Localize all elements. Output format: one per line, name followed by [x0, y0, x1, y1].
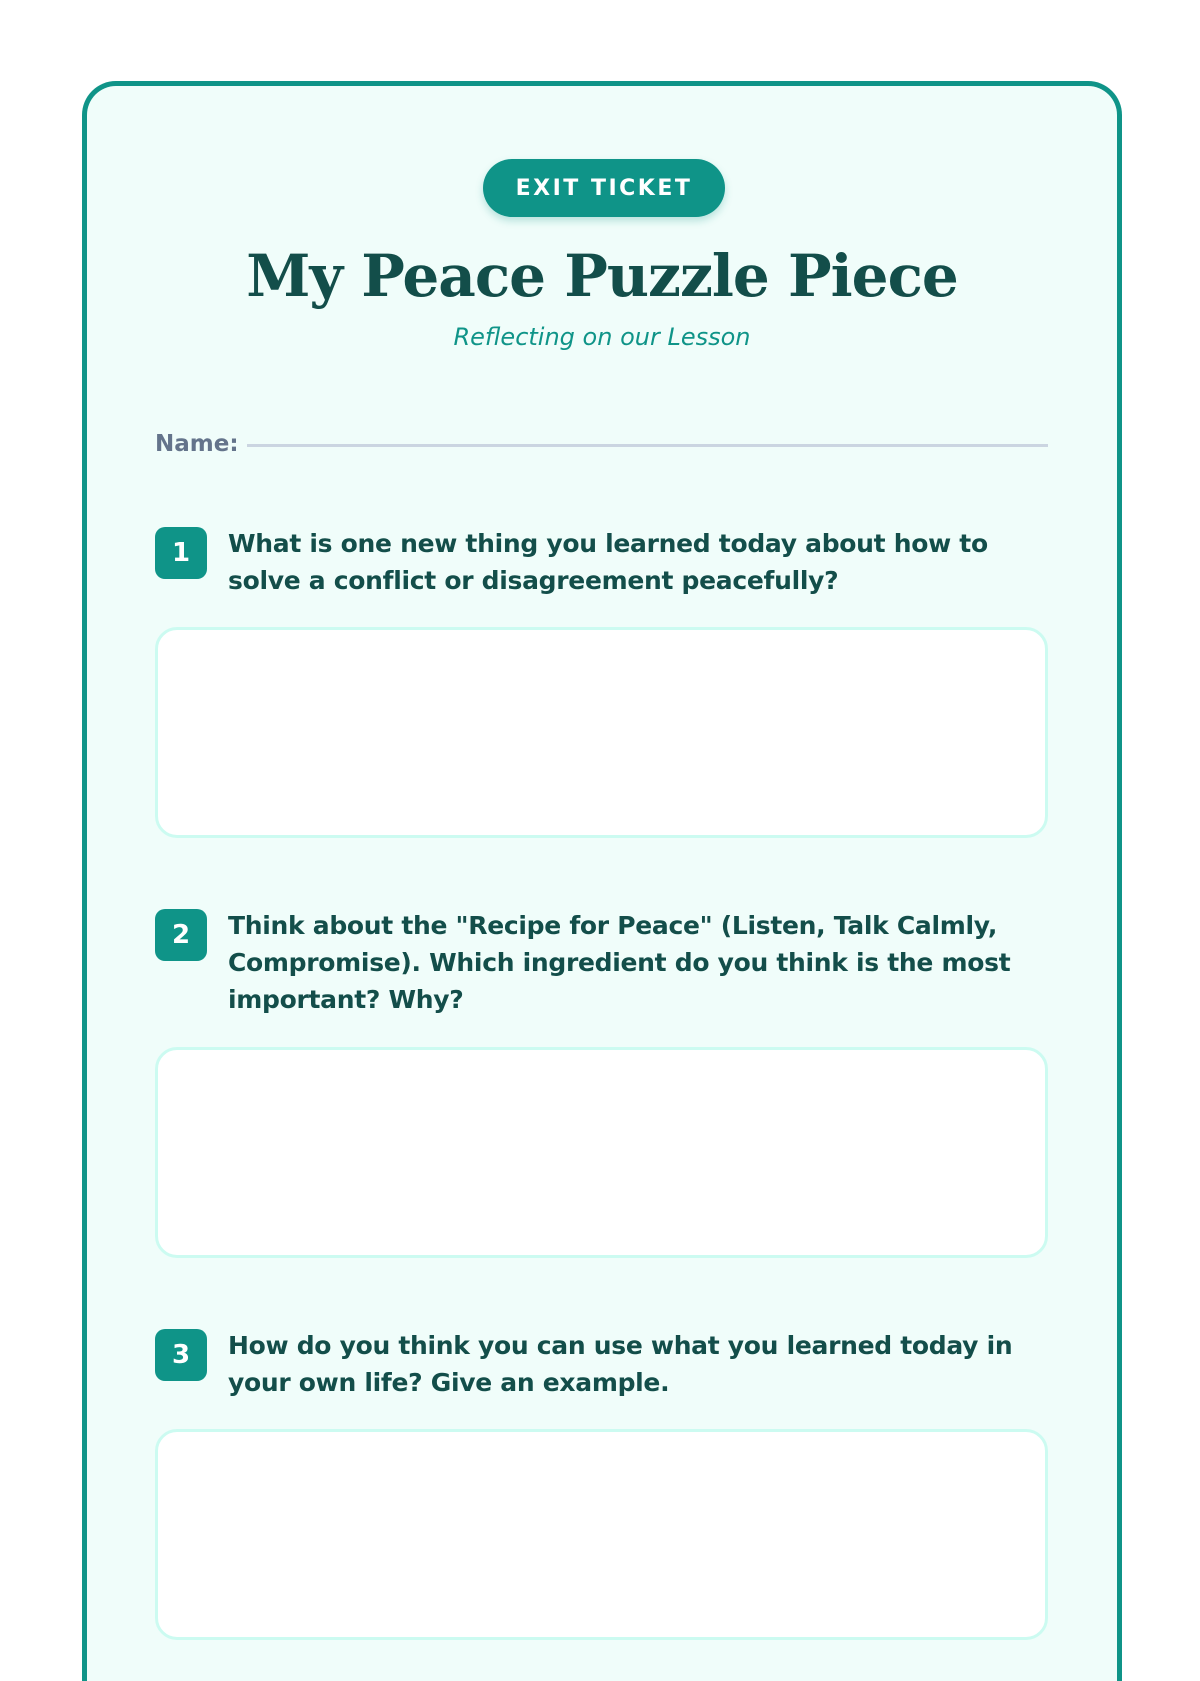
question-number-badge: 2 — [155, 909, 207, 961]
question-text: What is one new thing you learned today about how to solve a conflict or disagreement peacefully? — [228, 529, 988, 595]
question-text: How do you think you can use what you learned today in your own life? Give an example. — [228, 1331, 1013, 1397]
name-label: Name: — [155, 431, 239, 457]
question-number-badge: 3 — [155, 1329, 207, 1381]
name-field[interactable] — [247, 444, 1048, 447]
page-title: My Peace Puzzle Piece — [246, 242, 958, 310]
answer-box-1[interactable] — [155, 627, 1048, 838]
exit-ticket-card — [82, 81, 1122, 1681]
exit-ticket-badge: EXIT TICKET — [483, 159, 725, 217]
name-row — [155, 426, 1048, 462]
answer-box-3[interactable] — [155, 1429, 1048, 1640]
question-number-badge: 1 — [155, 527, 207, 579]
page-subtitle: Reflecting on our Lesson — [453, 323, 751, 351]
answer-box-2[interactable] — [155, 1047, 1048, 1258]
question-text: Think about the "Recipe for Peace" (Listen, Talk Calmly, Compromise). Which ingredient do you think is the most important? Why? — [228, 911, 1011, 1014]
